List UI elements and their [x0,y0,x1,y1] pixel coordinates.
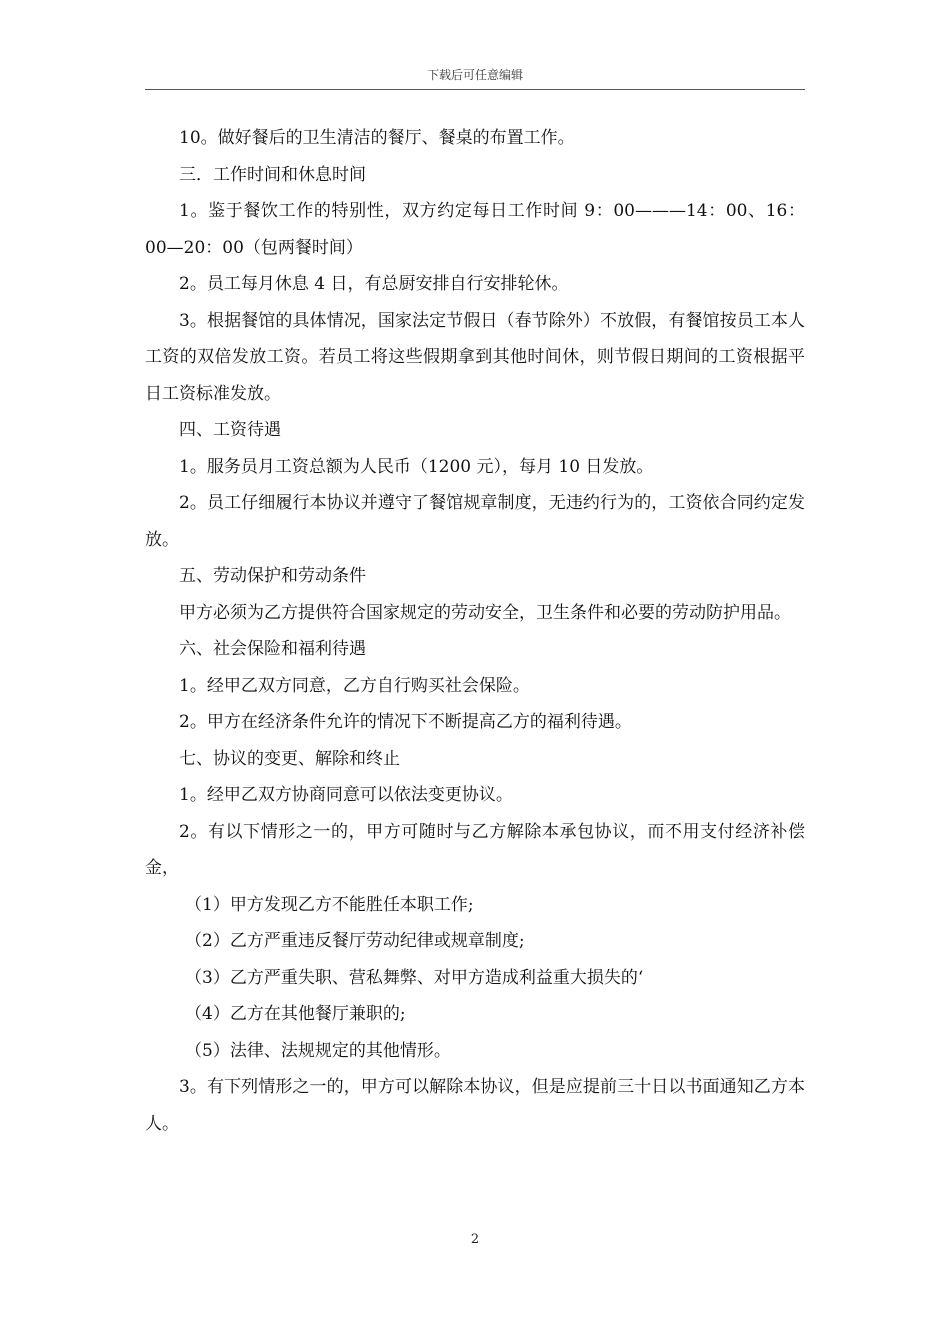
page-number: 2 [470,1232,480,1247]
paragraph: 1。经甲乙双方同意，乙方自行购买社会保险。 [179,675,530,696]
paragraph: 甲方必须为乙方提供符合国家规定的劳动安全，卫生条件和必要的劳动防护用品。 [179,602,791,623]
section-heading: 七、协议的变更、解除和终止 [179,748,400,769]
list-item: （1）甲方发现乙方不能胜任本职工作; [185,894,474,915]
paragraph: 2。甲方在经济条件允许的情况下不断提高乙方的福利待遇。 [179,712,632,732]
section-heading: 五、劳动保护和劳动条件 [179,566,366,586]
list-item: （3）乙方严重失职、营私舞弊、对甲方造成利益重大损失的‘ [185,967,644,988]
paragraph: 2。员工仔细履行本协议并遵守了餐馆规章制度，无违约行为的，工资依合同约定发放。 [145,493,805,550]
list-item: （5）法律、法规规定的其他情形。 [185,1040,451,1061]
paragraph: 3。有下列情形之一的，甲方可以解除本协议，但是应提前三十日以书面通知乙方本人。 [145,1077,805,1134]
section-heading: 六、社会保险和福利待遇 [179,639,366,659]
paragraph: 1。经甲乙双方协商同意可以依法变更协议。 [179,785,513,805]
page-header: 下载后可任意编辑 [426,68,523,82]
list-item: （2）乙方严重违反餐厅劳动纪律或规章制度; [185,931,525,951]
paragraph: 3。根据餐馆的具体情况，国家法定节假日（春节除外）不放假，有餐馆按员工本人工资的双倍发放工资。若员工将这些假期拿到其他时间休，则节假日期间的工资根据平日工资标准发放。 [145,310,805,404]
paragraph: 1。服务员月工资总额为人民币（1200 元），每月 10 日发放。 [179,456,654,477]
header-rule [145,89,805,90]
paragraph: 10。做好餐后的卫生清洁的餐厅、餐桌的布置工作。 [179,128,575,148]
document-body [145,120,805,1142]
paragraph: 2。有以下情形之一的，甲方可随时与乙方解除本承包协议，而不用支付经济补偿金， [145,821,805,878]
section-heading: 四、工资待遇 [179,420,281,440]
paragraph: 2。员工每月休息 4 日，有总厨安排自行安排轮休。 [179,274,569,294]
list-item: （4）乙方在其他餐厅兼职的; [185,1004,406,1024]
section-heading: 三．工作时间和休息时间 [179,164,366,185]
paragraph: 1。鉴于餐饮工作的特别性，双方约定每日工作时间 9：00———14：00、16：00—20：00（包两餐时间） [145,201,805,258]
